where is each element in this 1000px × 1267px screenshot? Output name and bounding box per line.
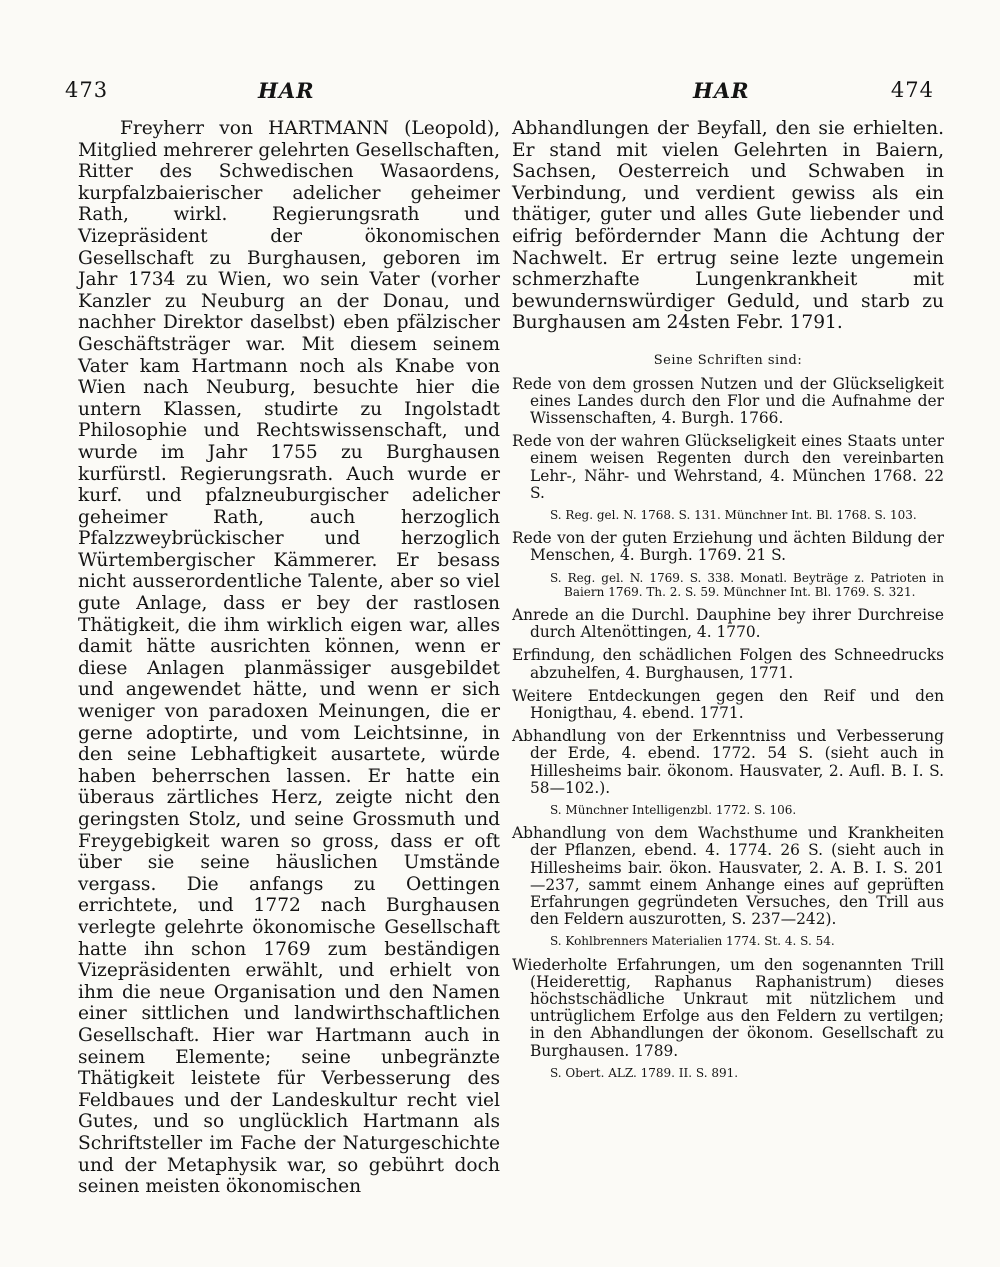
left-running-head: HAR [258, 78, 315, 103]
writing-reference: S. Münchner Intelligenzbl. 1772. S. 106. [550, 803, 797, 817]
writing-reference: S. Obert. ALZ. 1789. II. S. 891. [550, 1065, 739, 1080]
writing-reference: S. Reg. gel. N. 1769. S. 338. Monatl. Beyträge z. Patrioten in Baiern 1769. Th. 2. S. 59. Münchner Int. Bl. 1769. S. 321. [550, 570, 944, 599]
writing-entry: Wiederholte Erfahrungen, um den sogenannten Trill (Heiderettig, Raphanus Raphanistrum) dieses höchstschädliche Unkraut mit nützlichem und untrüglichem Erfolge aus den Feldern zu vertilgen; in den Abhandlungen der ökonom. Gesellschaft zu Burghausen. 1789. [512, 955, 944, 1060]
writing-entry: Weitere Entdeckungen gegen den Reif und den Honigthau, 4. ebend. 1771. [512, 686, 944, 722]
right-page-number: 474 [890, 78, 934, 102]
writing-reference: S. Kohlbrenners Materialien 1774. St. 4. S. 54. [550, 934, 835, 949]
right-column [512, 118, 944, 1088]
writing-entry: Rede von der wahren Glückseligkeit eines Staats unter einem weisen Regenten durch den vereinbarten Lehr-, Nähr- und Wehrstand, 4. München 1768. 22 S. [512, 432, 944, 502]
right-running-head: HAR [693, 78, 750, 103]
biography-paragraph: Freyherr von HARTMANN (Leopold), Mitglied mehrerer gelehrten Gesellschaften, Ritter des Schwedischen Wasaordens, kurpfalzbaierischer adelicher geheimer Rath, wirkl. Regierungsrath und Vizepräsident der ökonomischen Gesellschaft zu Burghausen, geboren im Jahr 1734 zu Wien, wo sein Vater (vorher Kanzler zu Neuburg an der Donau, und nachher Direktor daselbst) eben pfälzischer Geschäftsträger war. Mit diesem seinem Vater kam Hartmann noch als Knabe von Wien nach Neuburg, besuchte hier die untern Klassen, studirte zu Ingolstadt Philosophie und Rechtswissenschaft, und wurde im Jahr 1755 zu Burghausen kurfürstl. Regierungsrath. Auch wurde er kurf. und pfalzneuburgischer adelicher geheimer Rath, auch herzoglich Pfalzzweybrückischer und herzoglich Würtembergischer Kämmerer. Er besass nicht ausserordentliche Talente, aber so viel gute Anlage, dass er bey der rastlosen Thätigkeit, die ihm wirklich eigen war, alles damit hätte ausrichten können, wenn er diese Anlagen planmässiger ausgebildet und angewendet hätte, und wenn er sich weniger von paradoxen Meinungen, die er gerne adoptirte, und vom Leichtsinne, in den seine Lebhaftigkeit ausartete, würde haben beherrschen lassen. Er hatte ein überaus zärtliches Herz, zeigte nicht den geringsten Stolz, und seine Grossmuth und Freygebigkeit waren so gross, dass er oft über sie seine häuslichen Umstände vergass. Die anfangs zu Oettingen errichtete, und 1772 nach Burghausen verlegte gelehrte ökonomische Gesellschaft hatte ihn schon 1769 zum beständigen Vizepräsidenten erwählt, und erhielt von ihm die neue Organisation und den Namen einer sittlichen und landwirthschaftlichen Gesellschaft. Hier war Hartmann auch in seinem Elemente; seine unbegränzte Thätigkeit leistete für Verbesserung des Feldbaues und der Landeskultur recht viel Gutes, und so unglücklich Hartmann als Schriftsteller im Fache der Naturgeschichte und der Metaphysik war, so gebührt doch seinen meisten ökonomischen [78, 118, 500, 1198]
page-header [0, 78, 1000, 108]
writing-entry: Erfindung, den schädlichen Folgen des Schneedrucks abzuhelfen, 4. Burghausen, 1771. [512, 646, 944, 682]
writing-entry: Anrede an die Durchl. Dauphine bey ihrer Durchreise durch Altenöttingen, 4. 1770. [512, 605, 944, 642]
writing-entry: Rede von der guten Erziehung und ächten Bildung der Menschen, 4. Burgh. 1769. 21 S. [512, 529, 944, 565]
writing-reference: S. Reg. gel. N. 1768. S. 131. Münchner Int. Bl. 1768. S. 103. [550, 507, 917, 522]
writing-entry: Abhandlung von der Erkenntniss und Verbesserung der Erde, 4. ebend. 1772. 54 S. (sieht auch in Hillesheims bair. ökonom. Hausvater, 2. Aufl. B. I. S. 58—102.). [512, 727, 944, 797]
left-page-number: 473 [65, 78, 109, 102]
left-column [78, 118, 500, 1198]
biography-continuation: Abhandlungen der Beyfall, den sie erhielten. Er stand mit vielen Gelehrten in Baiern, Sachsen, Oesterreich und Schwaben in Verbindung, und verdient gewiss als ein thätiger, guter und alles Gute liebender und eifrig befördernder Mann die Achtung der Nachwelt. Er ertrug seine lezte ungemein schmerzhafte Lungenkrankheit mit bewundernswürdiger Geduld, und starb zu Burghausen am 24sten Febr. 1791. [512, 118, 944, 334]
writing-entry: Abhandlung von dem Wachsthume und Krankheiten der Pflanzen, ebend. 4. 1774. 26 S. (sieht auch in Hillesheims bair. ökon. Hausvater, 2. A. B. I. S. 201—237, sammt einem Anhange eines auf geprüften Erfahrungen gegründeten Versuches, den Trill aus den Feldern auszurotten, S. 237—242). [512, 824, 944, 929]
writings-heading: Seine Schriften sind: [653, 352, 803, 368]
writings-list [512, 376, 944, 1081]
writing-entry: Rede von dem grossen Nutzen und der Glückseligkeit eines Landes durch den Flor und die Aufnahme der Wissenschaften, 4. Burgh. 1766. [512, 374, 944, 427]
